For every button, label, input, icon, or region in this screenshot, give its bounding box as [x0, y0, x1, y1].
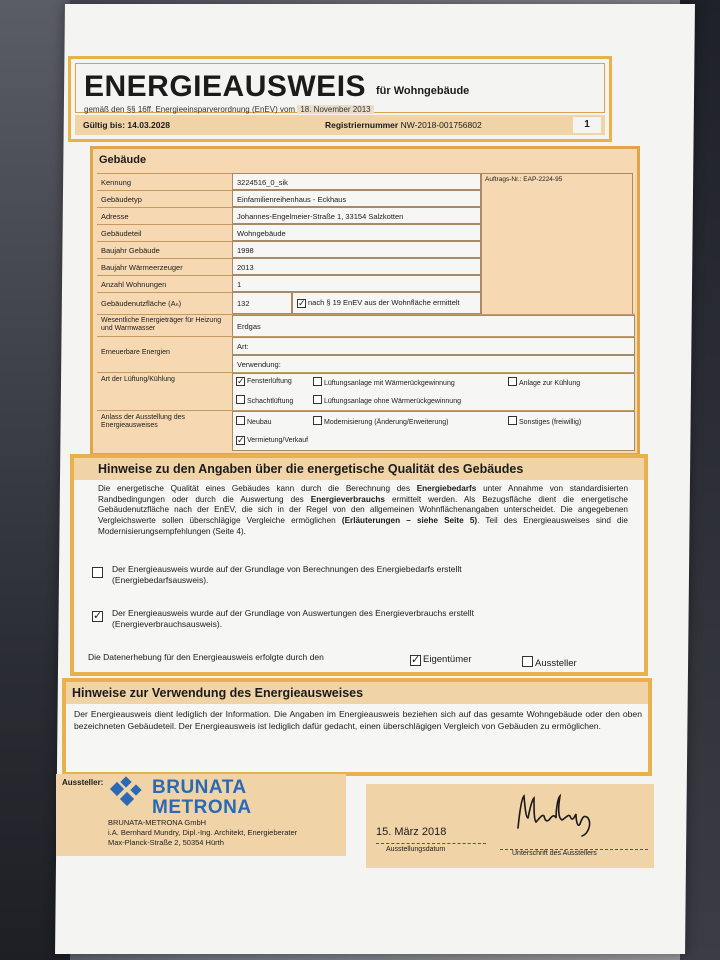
issuer-heading: Aussteller:	[62, 778, 104, 787]
issuer-company: BRUNATA-METRONA GmbH	[108, 818, 207, 827]
checkbox[interactable]	[236, 395, 245, 404]
checkbox[interactable]	[313, 377, 322, 386]
row-label: Anlass der Ausstellung des Energieausweises	[101, 414, 186, 430]
reg-label: Registriernummer	[325, 120, 399, 130]
building-title: Gebäude	[99, 154, 147, 166]
area-checkbox[interactable]: ✓	[298, 298, 306, 308]
signature-label: Unterschrift des Ausstellers	[512, 850, 597, 857]
row-value: 3224516_0_sik	[232, 173, 481, 190]
date-line	[376, 843, 486, 844]
opt-new[interactable]	[236, 416, 272, 426]
checkbox[interactable]	[92, 567, 103, 578]
area-note-text: nach § 19 EnEV aus der Wohnfläche ermittelt	[308, 298, 460, 307]
row-label: Erneuerbare Energien	[101, 349, 170, 356]
demand-text: Der Energieausweis wurde auf der Grundlage von Berechnungen des Energiebedarfs erstellt (Energiebedarfsausweis).	[112, 564, 462, 586]
row-energy-carrier	[97, 314, 635, 336]
validity	[83, 120, 170, 130]
issuer-address: Max-Planck-Straße 2, 50354 Hürth	[108, 837, 224, 847]
hint-bold: (Erläuterungen – siehe Seite 5)	[341, 515, 478, 525]
row-value: Johannes-Engelmeier-Straße 1, 33154 Salzkotten	[232, 207, 481, 224]
row-reason	[97, 410, 635, 450]
data-collection-text: Die Datenerhebung für den Energieausweis erfolgte durch den	[88, 652, 324, 662]
row-ventilation	[97, 372, 635, 410]
document-subtitle: für Wohngebäude	[376, 85, 470, 97]
opt-window[interactable]	[236, 377, 292, 386]
issuer-person: i.A. Bernhard Mundry, Dipl.-Ing. Architekt, Energieberater	[108, 827, 298, 837]
opt-label: Lüftungsanlage mit Wärmerückgewinnung	[324, 380, 455, 387]
page-number: 1	[573, 117, 601, 133]
opt-no-heat-recovery[interactable]	[313, 395, 461, 405]
opt-shaft[interactable]	[236, 395, 293, 405]
signature	[512, 788, 612, 840]
row-value: 1998	[232, 241, 481, 258]
row-gebaeudeteil	[97, 224, 481, 241]
row-value: 1	[232, 275, 481, 292]
row-label: Gebäudeteil	[97, 224, 232, 241]
registration	[325, 120, 482, 130]
row-label: Gebäudenutzfläche (Aₙ)	[97, 292, 232, 314]
renewable-use: Verwendung:	[232, 355, 635, 373]
row-baujahr-waermeerzeuger	[97, 258, 481, 275]
reg-number: NW-2018-001756802	[400, 120, 482, 130]
brunata-logo-icon	[108, 776, 148, 816]
checkbox[interactable]	[508, 377, 517, 386]
renewable-type: Art:	[232, 337, 635, 355]
row-value: Einfamilienreihenhaus - Eckhaus	[232, 190, 481, 207]
opt-label: Schachtlüftung	[247, 398, 294, 405]
checkbox[interactable]	[313, 395, 322, 404]
checkbox-checked[interactable]: ✓	[411, 654, 421, 666]
opt-label: Sonstiges (freiwillig)	[519, 419, 582, 426]
opt-label: Modernisierung (Änderung/Erweiterung)	[324, 419, 449, 426]
row-baujahr-gebaeude	[97, 241, 481, 258]
owner-option[interactable]	[410, 654, 472, 666]
opt-label: Anlage zur Kühlung	[519, 380, 581, 387]
row-renewable	[97, 336, 635, 372]
checkbox[interactable]	[522, 656, 533, 667]
issuer-label: Aussteller	[535, 658, 577, 669]
usage-hints-title: Hinweise zur Verwendung des Energieausweises	[66, 682, 648, 704]
reason-options	[232, 411, 635, 451]
opt-label: Lüftungsanlage ohne Wärmerückgewinnung	[324, 398, 461, 405]
row-kennung	[97, 173, 481, 190]
law-reference	[84, 105, 374, 114]
hint-text: unter Annahme von standardisierten Randbedingungen oder durch die Auswertung des	[98, 484, 629, 504]
checkbox-checked[interactable]: ✓	[237, 435, 245, 445]
quality-hints-text	[98, 484, 628, 537]
hint-text: ermittelt werden. Als Bezugsfläche dient die energetische Gebäudenutzfläche nach der EnEV, die sich in der Regel von den allgemeinen Wohnflächenangaben unterscheidet. Die angegebenen Vergleichswerte sollen überschlägige Vergleiche ermöglichen	[98, 494, 628, 525]
consumption-text: Der Energieausweis wurde auf der Grundlage von Auswertungen des Energieverbrauchs erstellt (Energieverbrauchsausweis).	[112, 608, 474, 630]
title-block	[68, 56, 612, 142]
opt-heat-recovery[interactable]	[313, 377, 455, 387]
checkbox-checked[interactable]: ✓	[237, 376, 245, 386]
usage-hints-text: Der Energieausweis dient lediglich der Information. Die Angaben im Energieausweis beziehen sich auf das gesamte Wohngebäude oder den oben bezeichneten Gebäudeteil. Der Energieausweis ist lediglich dafür gedacht, einen überschlägigen Vergleich von Gebäuden zu ermöglichen.	[74, 709, 642, 732]
valid-date: 14.03.2028	[127, 120, 170, 130]
checkbox-checked[interactable]: ✓	[93, 610, 103, 622]
row-label: Adresse	[97, 207, 232, 224]
quality-hints-title: Hinweise zu den Angaben über die energetische Qualität des Gebäudes	[74, 458, 644, 480]
issue-date: 15. März 2018	[376, 826, 447, 838]
row-label: Kennung	[97, 173, 232, 190]
document-title: ENERGIEAUSWEIS	[84, 70, 367, 103]
issuer-info	[108, 818, 297, 847]
validity-bar	[75, 115, 605, 135]
row-adresse	[97, 207, 481, 224]
opt-other[interactable]	[508, 416, 581, 426]
opt-rental[interactable]	[236, 436, 308, 445]
row-value: Erdgas	[232, 315, 635, 337]
checkbox[interactable]	[236, 416, 245, 425]
hint-text: Die energetische Qualität eines Gebäudes kann durch die Berechnung des	[98, 484, 410, 493]
row-label: Baujahr Gebäude	[97, 241, 232, 258]
row-label: Anzahl Wohnungen	[97, 275, 232, 292]
row-anzahl-wohnungen	[97, 275, 481, 292]
opt-label: Vermietung/Verkauf	[247, 437, 309, 444]
ventilation-options	[232, 373, 635, 411]
opt-modernization[interactable]	[313, 416, 449, 426]
hint-text: . Teil des Energieausweises sind die Modernisierungsempfehlungen (Seite 4).	[98, 515, 628, 536]
law-date: 18. November 2013	[297, 105, 373, 114]
opt-cooling[interactable]	[508, 377, 580, 387]
row-value: 2013	[232, 258, 481, 275]
brand-name	[152, 778, 252, 818]
row-label: Baujahr Wärmeerzeuger	[97, 258, 232, 275]
law-text: gemäß den §§ 16ff. Energieeinsparverordnung (EnEV) vom	[84, 105, 296, 114]
row-label: Wesentliche Energieträger für Heizung und Warmwasser	[101, 317, 222, 333]
order-number: Auftrags-Nr.: EAP-2224-95	[485, 176, 563, 183]
row-label: Art der Lüftung/Kühlung	[101, 376, 175, 383]
hint-bold: Energieverbrauchs	[310, 494, 385, 504]
building-section	[90, 146, 640, 456]
issuer-option[interactable]	[522, 656, 577, 669]
checkbox[interactable]	[313, 416, 322, 425]
quality-hints-section	[70, 454, 648, 676]
row-value: Wohngebäude	[232, 224, 481, 241]
usage-hints-section	[62, 678, 652, 776]
row-gebaeudetyp	[97, 190, 481, 207]
brand-line-2: METRONA	[152, 797, 252, 818]
opt-label: Fensterlüftung	[247, 378, 292, 385]
row-value: 132	[232, 292, 292, 314]
hint-bold: Energiebedarfs	[416, 484, 477, 493]
opt-label: Neubau	[247, 419, 272, 426]
valid-label: Gültig bis:	[83, 120, 126, 130]
row-nutzflaeche	[97, 292, 481, 314]
owner-label: Eigentümer	[423, 654, 472, 665]
area-note	[292, 292, 481, 314]
issue-date-label: Ausstellungsdatum	[386, 846, 446, 853]
row-label: Gebäudetyp	[97, 190, 232, 207]
checkbox[interactable]	[508, 416, 517, 425]
brand-line-1: BRUNATA	[152, 777, 247, 798]
